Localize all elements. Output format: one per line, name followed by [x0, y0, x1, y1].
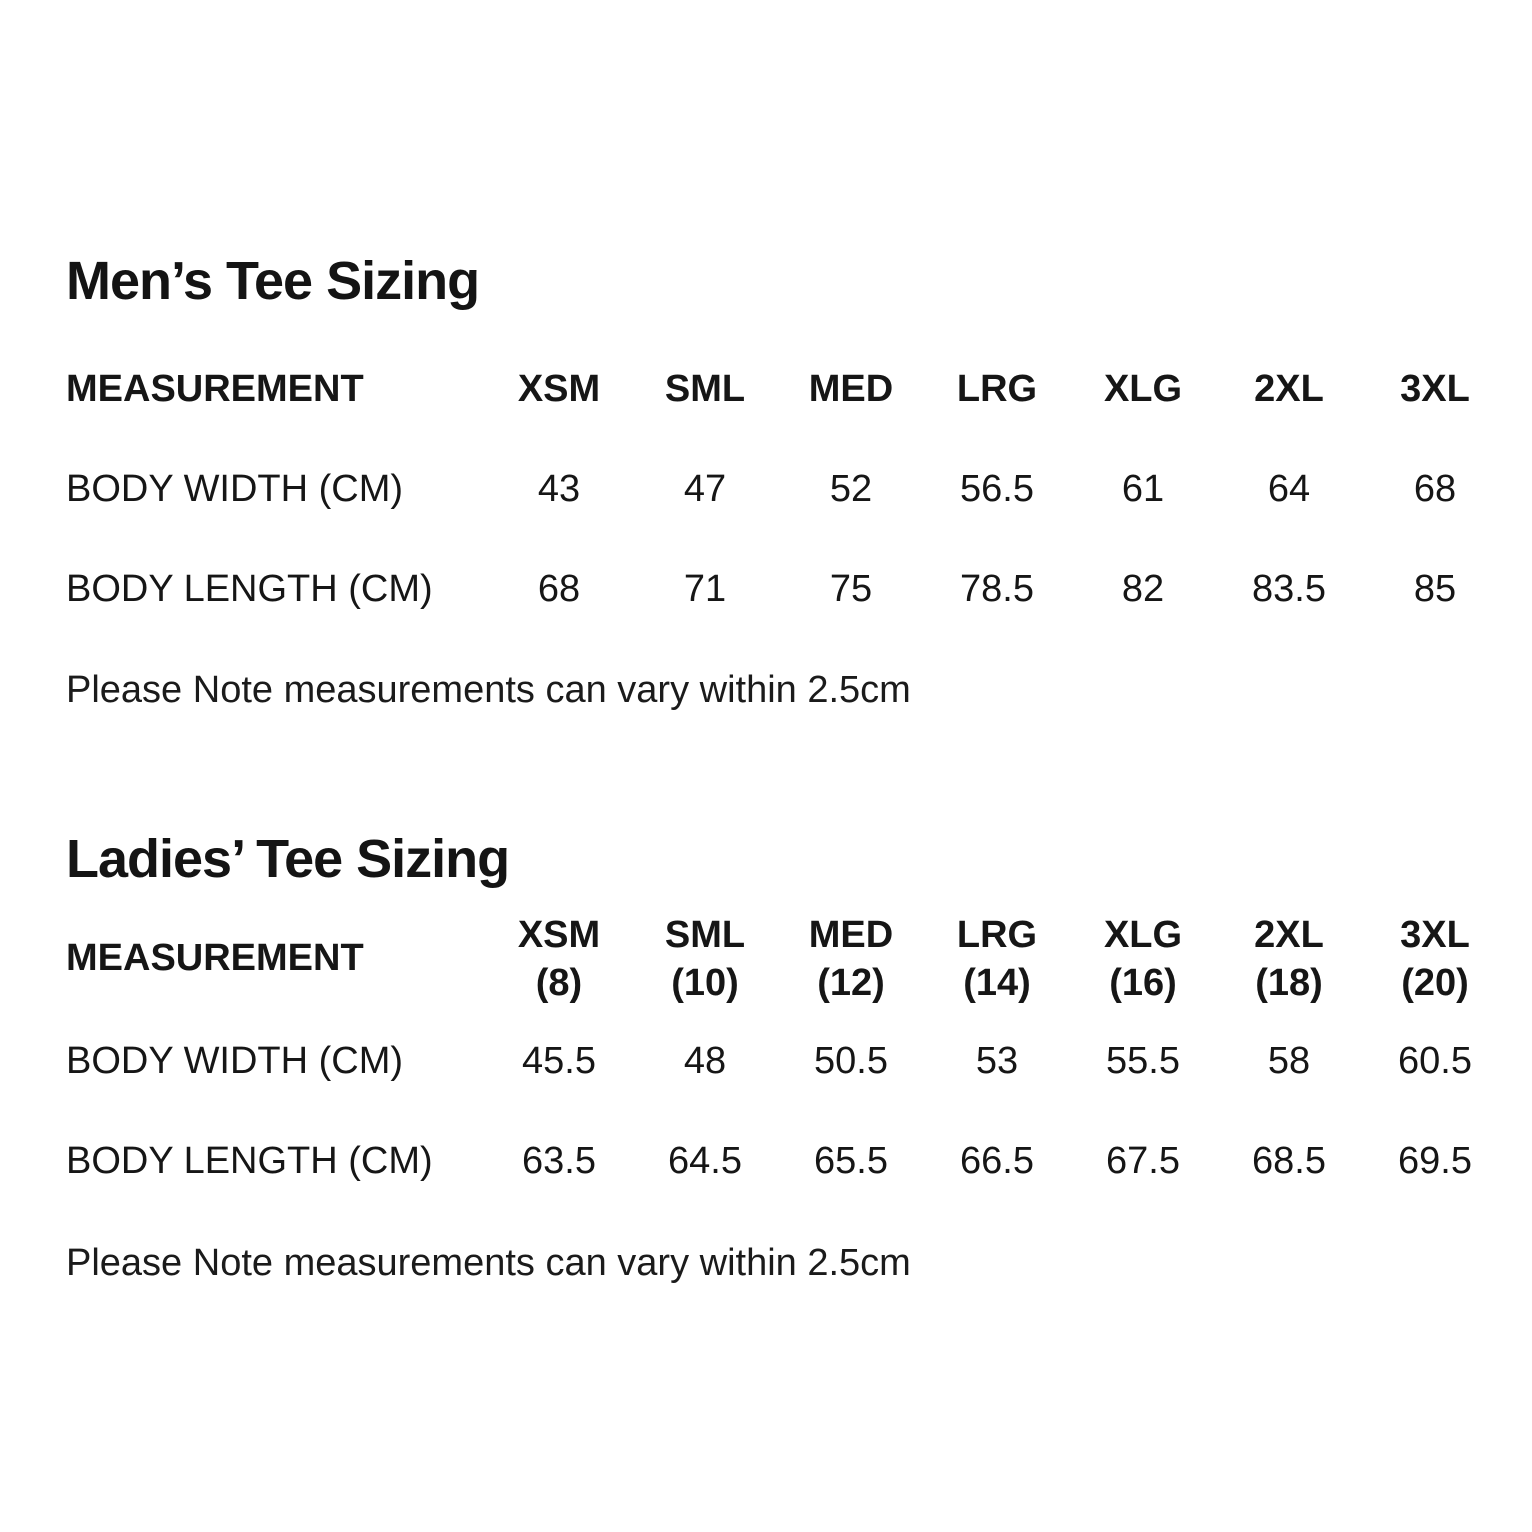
ladies-col-header-sml [632, 911, 778, 1007]
ladies-col-sublabel-xlg: (16) [1109, 961, 1177, 1004]
ladies-col-header-lrg [924, 911, 1070, 1007]
mens-measurement-header: MEASUREMENT [66, 367, 364, 410]
mens-col-header-xsm: XSM [517, 367, 601, 410]
ladies-col-label-3xl: 3XL [1400, 913, 1470, 956]
mens-body-length-3xl: 85 [1413, 567, 1457, 610]
ladies-body-length-3xl: 69.5 [1398, 1140, 1472, 1183]
ladies-body-length-label: BODY LENGTH (CM) [66, 1140, 433, 1183]
ladies-section-title: Ladies’ Tee Sizing [66, 829, 510, 890]
ladies-note: Please Note measurements can vary within 2.5cm [66, 1241, 911, 1284]
ladies-body-length-xlg: 67.5 [1106, 1140, 1180, 1183]
ladies-body-length-xsm: 63.5 [522, 1140, 596, 1183]
ladies-col-sublabel-2xl: (18) [1255, 961, 1323, 1004]
ladies-col-label-2xl: 2XL [1254, 913, 1324, 956]
ladies-col-header-xlg [1070, 911, 1216, 1007]
mens-body-width-row [66, 439, 1508, 539]
mens-body-width-label: BODY WIDTH (CM) [66, 467, 404, 510]
mens-col-header-xlg: XLG [1103, 367, 1183, 410]
mens-body-width-xsm: 43 [537, 467, 581, 510]
ladies-body-length-2xl: 68.5 [1252, 1140, 1326, 1183]
mens-sizing-table [66, 339, 1508, 639]
mens-note: Please Note measurements can vary within 2.5cm [66, 669, 911, 712]
mens-body-width-2xl: 64 [1267, 467, 1311, 510]
mens-col-header-lrg: LRG [956, 367, 1038, 410]
ladies-body-length-med: 65.5 [814, 1140, 888, 1183]
ladies-body-width-med: 50.5 [814, 1040, 888, 1083]
ladies-body-width-3xl: 60.5 [1398, 1040, 1472, 1083]
mens-body-width-xlg: 61 [1121, 467, 1165, 510]
mens-body-width-sml: 47 [683, 467, 727, 510]
ladies-col-label-med: MED [808, 913, 894, 956]
mens-col-header-2xl: 2XL [1254, 367, 1324, 410]
ladies-body-length-sml: 64.5 [668, 1140, 742, 1183]
ladies-body-width-row [66, 1012, 1508, 1112]
ladies-measurement-header: MEASUREMENT [66, 937, 364, 980]
ladies-col-sublabel-sml: (10) [671, 961, 739, 1004]
mens-section-title: Men’s Tee Sizing [66, 251, 480, 311]
ladies-col-label-sml: SML [664, 913, 746, 956]
ladies-body-width-2xl: 58 [1267, 1040, 1311, 1083]
ladies-body-width-label: BODY WIDTH (CM) [66, 1040, 404, 1083]
ladies-body-length-row [66, 1112, 1508, 1212]
mens-sizing-section [66, 252, 1508, 712]
mens-body-length-med: 75 [829, 567, 873, 610]
mens-body-length-lrg: 78.5 [960, 567, 1034, 610]
mens-body-length-xsm: 68 [537, 567, 581, 610]
ladies-col-sublabel-xsm: (8) [535, 961, 583, 1004]
mens-col-header-med: MED [808, 367, 894, 410]
ladies-col-sublabel-lrg: (14) [963, 961, 1031, 1004]
ladies-col-sublabel-3xl: (20) [1401, 961, 1469, 1004]
ladies-col-header-med [778, 911, 924, 1007]
ladies-body-length-lrg: 66.5 [960, 1140, 1034, 1183]
ladies-body-width-lrg: 53 [975, 1040, 1019, 1083]
mens-header-row [66, 339, 1508, 439]
ladies-col-header-3xl [1362, 911, 1508, 1007]
mens-body-width-lrg: 56.5 [960, 467, 1034, 510]
ladies-sizing-table [66, 906, 1508, 1212]
mens-body-width-3xl: 68 [1413, 467, 1457, 510]
mens-col-header-sml: SML [664, 367, 746, 410]
ladies-body-width-xlg: 55.5 [1106, 1040, 1180, 1083]
ladies-sizing-section [66, 830, 1508, 1284]
ladies-header-row [66, 906, 1508, 1012]
ladies-col-label-lrg: LRG [956, 913, 1038, 956]
ladies-col-label-xsm: XSM [517, 913, 601, 956]
ladies-body-width-xsm: 45.5 [522, 1040, 596, 1083]
mens-body-length-row [66, 539, 1508, 639]
mens-body-length-sml: 71 [683, 567, 727, 610]
ladies-body-width-sml: 48 [683, 1040, 727, 1083]
ladies-col-header-xsm [486, 911, 632, 1007]
mens-body-length-label: BODY LENGTH (CM) [66, 567, 433, 610]
ladies-col-label-xlg: XLG [1103, 913, 1183, 956]
mens-body-length-xlg: 82 [1121, 567, 1165, 610]
mens-body-length-2xl: 83.5 [1252, 567, 1326, 610]
ladies-col-header-2xl [1216, 911, 1362, 1007]
ladies-col-sublabel-med: (12) [817, 961, 885, 1004]
mens-body-width-med: 52 [829, 467, 873, 510]
mens-col-header-3xl: 3XL [1400, 367, 1470, 410]
